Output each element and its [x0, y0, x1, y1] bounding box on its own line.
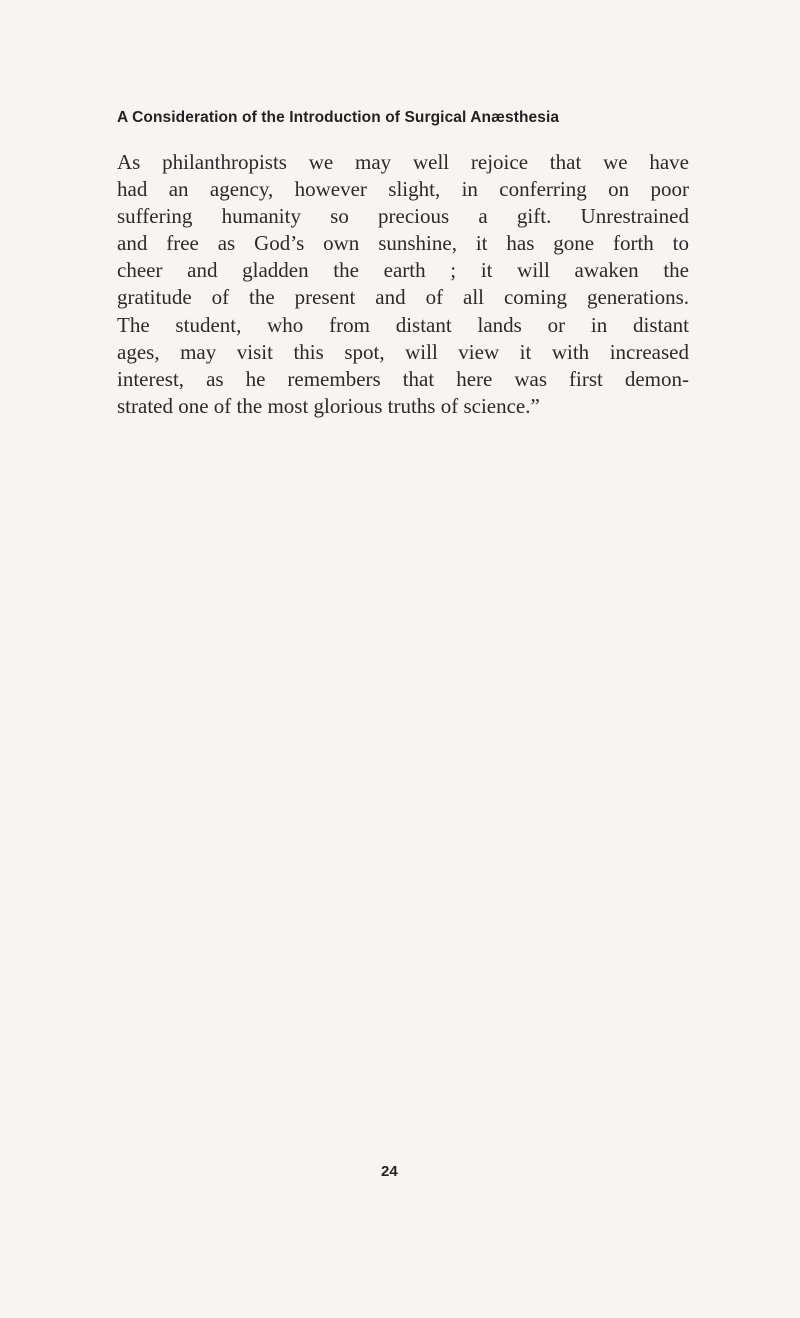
- text-line-last: strated one of the most glorious truths of science.”: [117, 393, 540, 418]
- text-line: ages, may visit this spot, will view it with increased: [117, 339, 689, 364]
- text-line: had an agency, however slight, in conferring on poor: [117, 177, 689, 202]
- text-line: gratitude of the present and of all coming generations.: [117, 285, 689, 310]
- text-line: and free as God’s own sunshine, it has gone forth to: [117, 231, 689, 256]
- body-paragraph: [117, 149, 689, 420]
- text-line: suffering humanity so precious a gift. Unrestrained: [117, 204, 689, 229]
- text-line: The student, who from distant lands or in distant: [117, 312, 689, 337]
- text-line: cheer and gladden the earth ; it will awaken the: [117, 258, 689, 283]
- text-line: As philanthropists we may well rejoice that we have: [117, 150, 689, 174]
- running-header: A Consideration of the Introduction of Surgical Anæsthesia: [117, 109, 560, 126]
- text-line: interest, as he remembers that here was first demon-: [117, 366, 689, 391]
- page-number: 24: [381, 1163, 398, 1180]
